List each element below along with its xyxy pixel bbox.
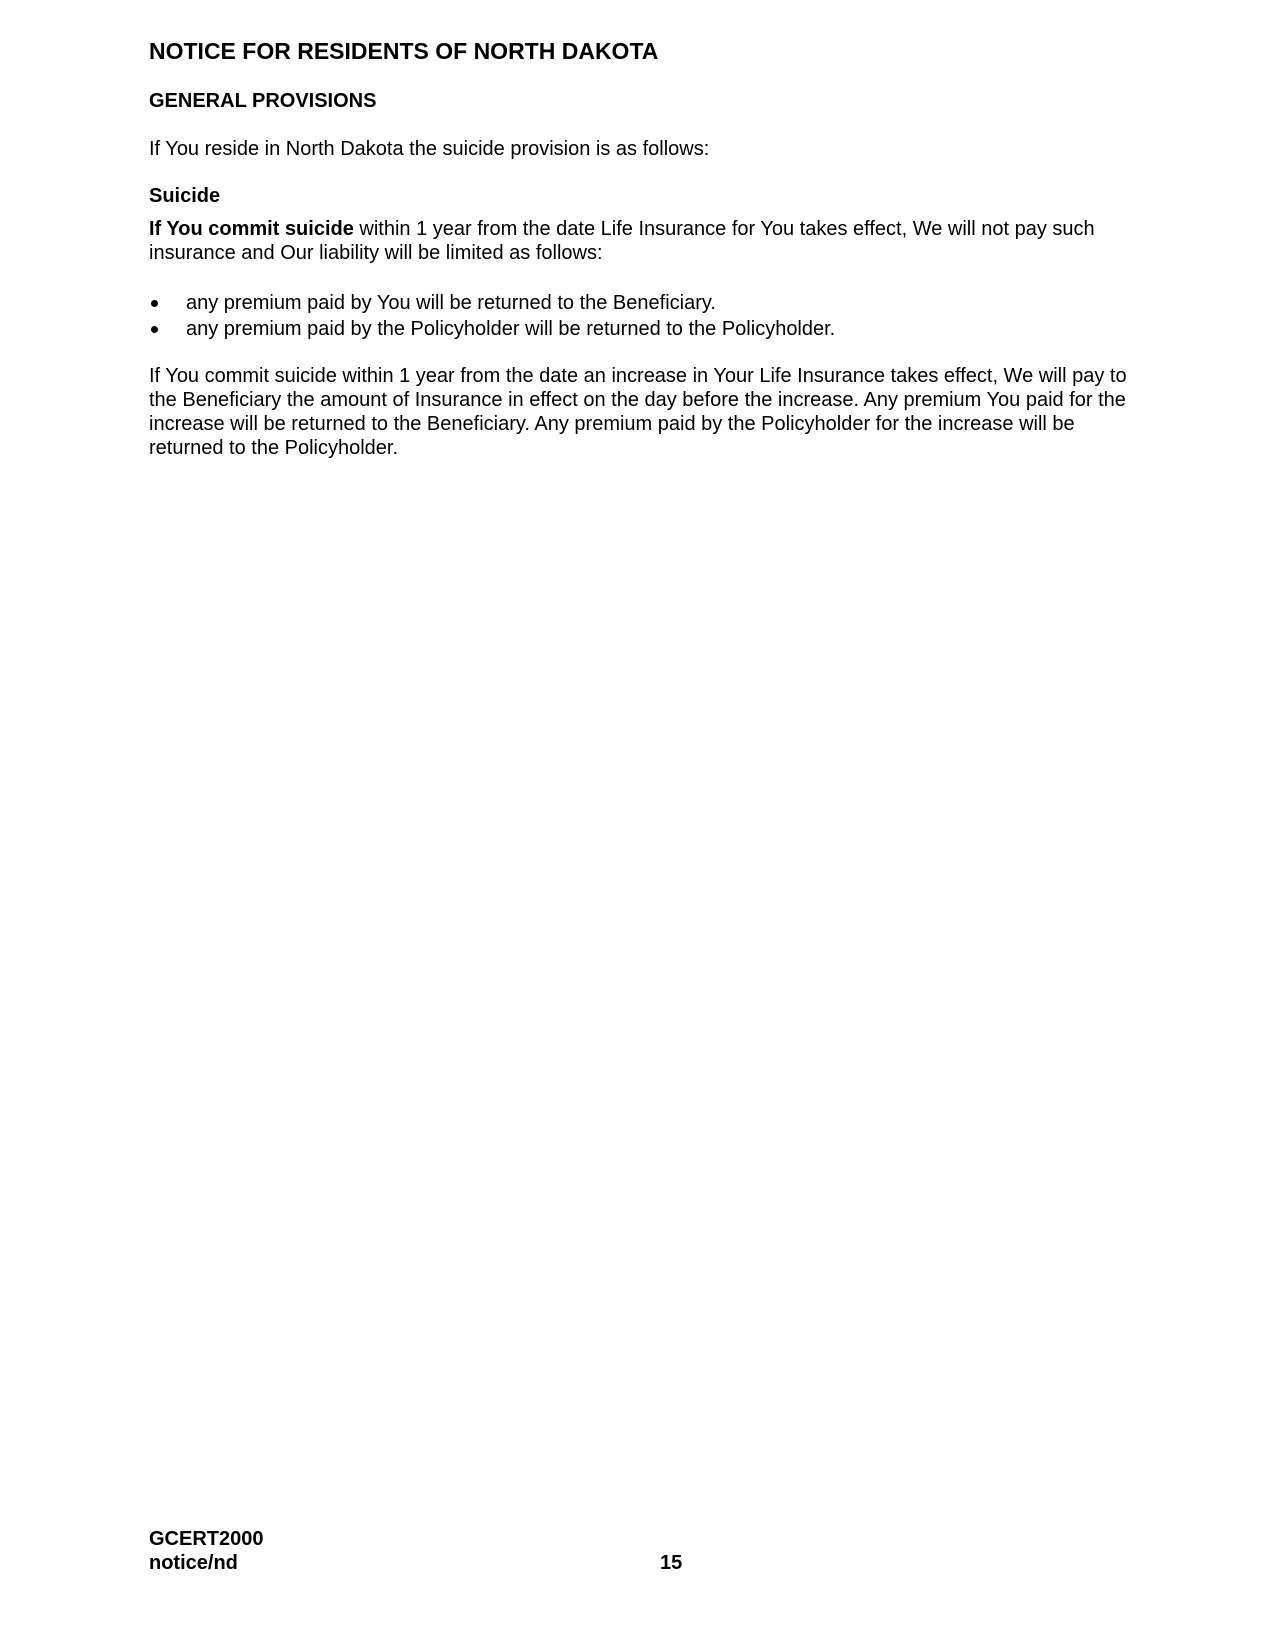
page-footer xyxy=(149,1527,1149,1575)
page-title: NOTICE FOR RESIDENTS OF NORTH DAKOTA xyxy=(149,38,659,64)
suicide-body-text: within 1 year from the date Life Insurance for You takes effect, We will not pay such insurance and Our liability will be limited as follows: xyxy=(149,218,1095,264)
page-number: 15 xyxy=(660,1552,683,1574)
bullet-icon xyxy=(151,300,158,307)
bullet-icon xyxy=(151,326,158,333)
section-heading: GENERAL PROVISIONS xyxy=(149,90,377,112)
form-code: GCERT2000 xyxy=(149,1528,264,1550)
list-item-text: any premium paid by the Policyholder will be returned to the Policyholder. xyxy=(186,318,836,340)
suicide-lead-text: If You commit suicide xyxy=(149,218,354,240)
list-item-text: any premium paid by You will be returned to the Beneficiary. xyxy=(186,292,716,314)
form-section: notice/nd xyxy=(149,1552,238,1574)
increase-paragraph: If You commit suicide within 1 year from the date an increase in Your Life Insurance takes effect, We will pay to the Beneficiary the amount of Insurance in effect on the day before the increase. Any premium You paid for the increase will be returned to the Beneficiary. Any premium paid by the Policyholder for the increase will be returned to the Policyholder. xyxy=(149,365,1127,459)
list-item xyxy=(149,290,1149,316)
suicide-heading: Suicide xyxy=(149,185,221,207)
liability-list xyxy=(149,290,1149,342)
intro-paragraph: If You reside in North Dakota the suicide provision is as follows: xyxy=(149,138,710,160)
footer-row xyxy=(149,1551,1149,1575)
suicide-paragraph xyxy=(149,217,1149,265)
document-page xyxy=(149,36,1149,460)
list-item xyxy=(149,316,1149,342)
